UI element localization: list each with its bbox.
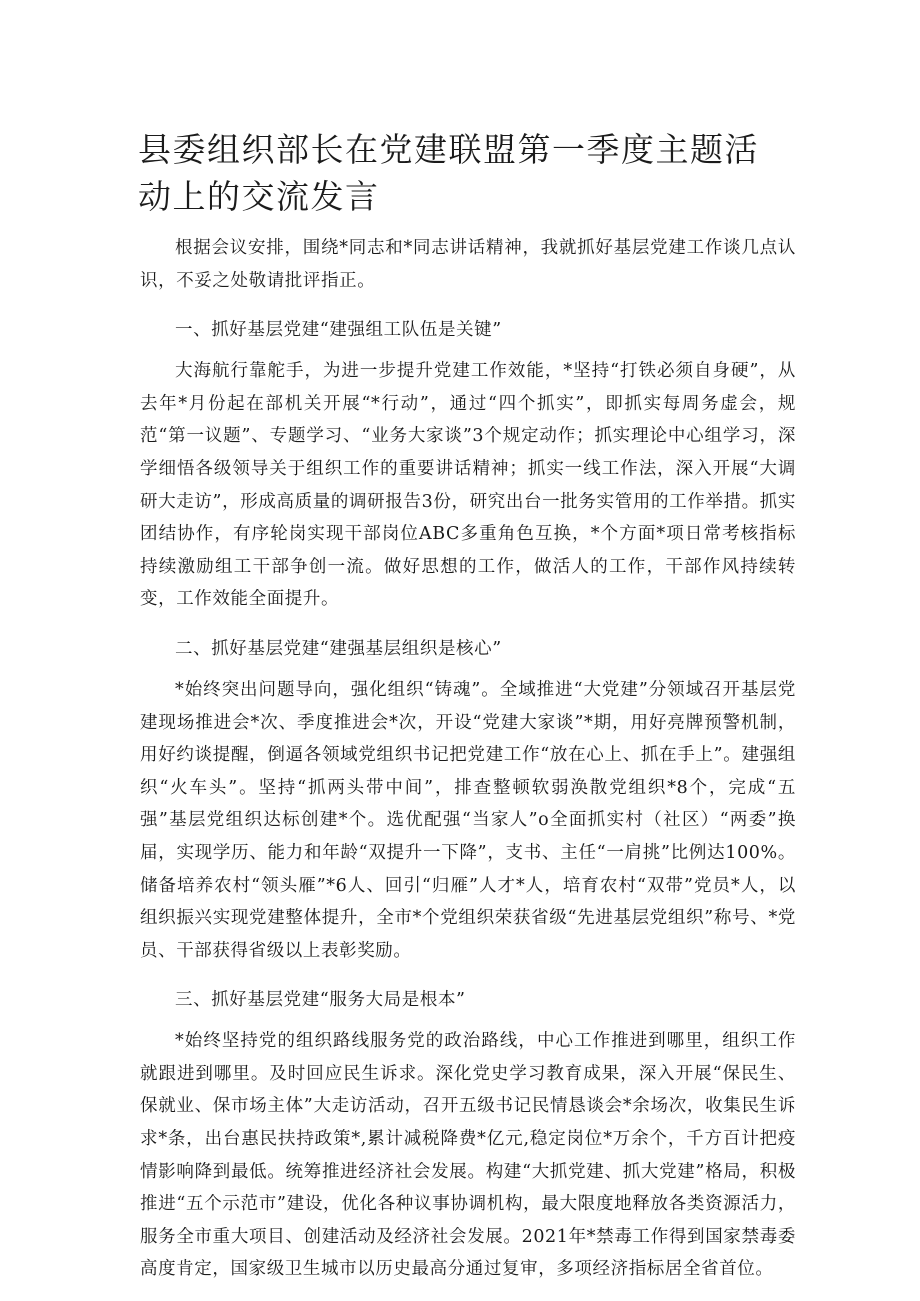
document-title: 县委组织部长在党建联盟第一季度主题活动上的交流发言 — [138, 130, 759, 216]
section-3-body: *始终坚持党的组织路线服务党的政治路线，中心工作推进到哪里，组织工作就跟进到哪里。及时回应民生诉求。深化党史学习教育成果，深入开展“保民生、保就业、保市场主体”大走访活动，召开五级书记民情恳谈会*余场次，收集民生诉求*条，出台惠民扶持政策*,累计减税降费*亿元,稳定岗位*万余个，千方百计把疫情影响降到最低。统筹推进经济社会发展。构建“大抓党建、抓大党建”格局，积极推进“五个示范市”建设，优化各种议事协调机构，最大限度地释放各类资源活力，服务全市重大项目、创建活动及经济社会发展。2021年*禁毒工作得到国家禁毒委高度肯定，国家级卫生城市以历史最高分通过复审，多项经济指标居全省首位。 — [140, 1031, 796, 1280]
intro-paragraph: 根据会议安排，围绕*同志和*同志讲话精神，我就抓好基层党建工作谈几点认识，不妥之处敬请批评指正。 — [140, 238, 796, 291]
section-2-heading: 二、抓好基层党建“建强基层组织是核心” — [175, 638, 502, 659]
document-body — [140, 232, 796, 1286]
section-1-heading: 一、抓好基层党建“建强组工队伍是关键” — [175, 320, 502, 341]
section-1-body: 大海航行靠舵手，为进一步提升党建工作效能，*坚持“打铁必须自身硬”，从去年*月份起在部机关开展“*行动”，通过“四个抓实”，即抓实每周务虚会，规范“第一议题”、专题学习、“业务大家谈”3个规定动作；抓实理论中心组学习，深学细悟各级领导关于组织工作的重要讲话精神；抓实一线工作法，深入开展“大调研大走访”，形成高质量的调研报告3份，研究出台一批务实管用的工作举措。抓实团结协作，有序轮岗实现干部岗位ABC多重角色互换，*个方面*项日常考核指标持续激励组工干部争创一流。做好思想的工作，做活人的工作，干部作风持续转变，工作效能全面提升。 — [140, 361, 796, 610]
section-3-heading: 三、抓好基层党建“服务大局是根本” — [175, 990, 466, 1011]
section-2-body: *始终突出问题导向，强化组织“铸魂”。全域推进“大党建”分领域召开基层党建现场推进会*次、季度推进会*次，开设“党建大家谈”*期，用好亮牌预警机制，用好约谈提醒，倒逼各领域党组织书记把党建工作“放在心上、抓在手上”。建强组织“火车头”。坚持“抓两头带中间”，排查整顿软弱涣散党组织*8个，完成“五强”基层党组织达标创建*个。选优配强“当家人”o全面抓实村（社区）“两委”换届，实现学历、能力和年龄“双提升一下降”，支书、主任“一肩挑”比例达100%。储备培养农村“领头雁”*6人、回引“归雁”人才*人，培育农村“双带”党员*人，以组织振兴实现党建整体提升，全市*个党组织荣获省级“先进基层党组织”称号、*党员、干部获得省级以上表彰奖励。 — [140, 679, 796, 961]
